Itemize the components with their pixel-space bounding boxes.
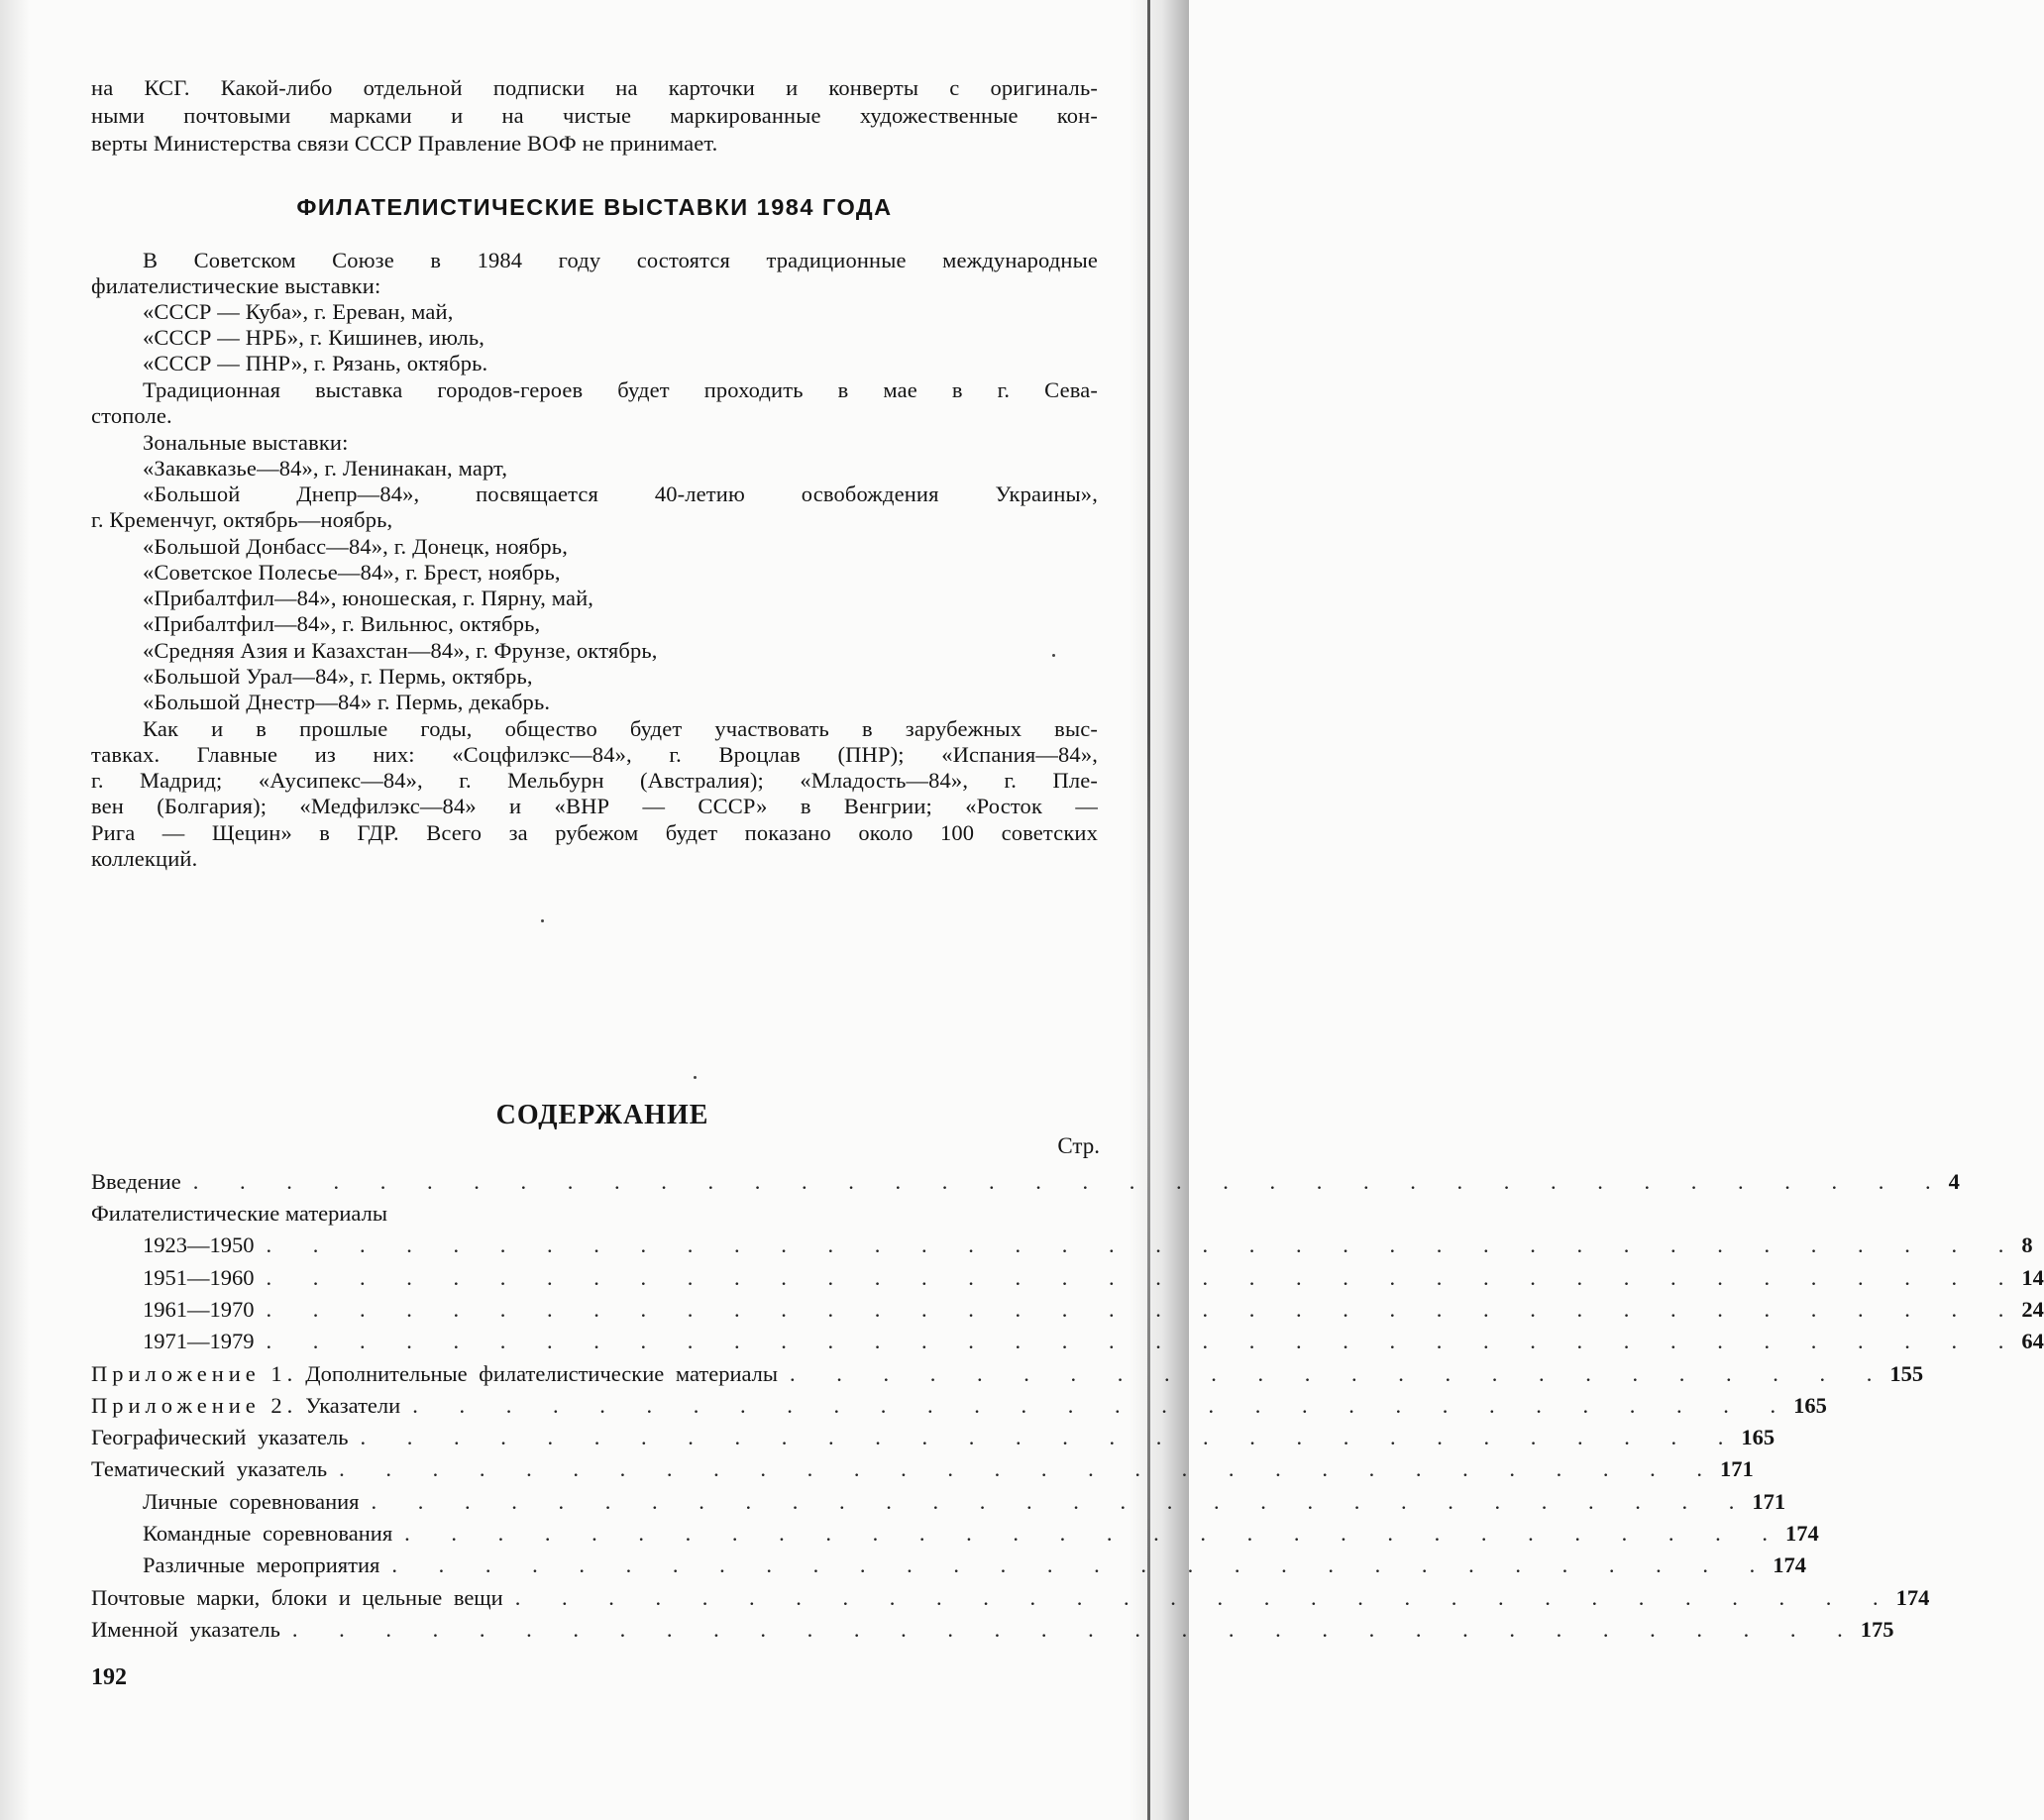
toc-dot-leader: . . . . . . . . . . . . . . . . . . . . . . . . . . . . . . . . . . xyxy=(280,1617,1861,1643)
zonal-exhibition-item: «Большой Днепр—84», посвящается 40-летию освобождения Украины», xyxy=(91,482,1098,507)
toc-dot-leader: . . . . . . . . . . . . . . . . . . . . . . . . . . . . . . xyxy=(400,1393,1793,1419)
scan-speck xyxy=(1052,654,1055,657)
toc-entry-label: Именной указатель xyxy=(91,1617,280,1643)
toc-dot-leader: . . . . . . . . . . . . . . . . . . . . . . . . . . . . . . . . . . . . . . xyxy=(255,1232,2022,1258)
toc-dot-leader: . . . . . . . . . . . . . . . . . . . . . . . . . . . . . . xyxy=(360,1489,1753,1515)
page-number: 192 xyxy=(91,1664,127,1691)
toc-entry-label: Введение xyxy=(91,1169,181,1195)
toc-entry xyxy=(143,1489,1102,1519)
toc-dot-leader: . . . . . . . . . . . . . . . . . . . . . . . . . . . . . . xyxy=(392,1521,1785,1547)
toc-entry-page: 174 xyxy=(1773,1552,1806,1578)
toc-entry-label: Указатели xyxy=(297,1393,400,1419)
toc-entry xyxy=(91,1456,1102,1486)
toc-entry-page: 4 xyxy=(1949,1169,1960,1195)
paragraph-1-line-1: В Советском Союзе в 1984 году состоятся традиционные международные xyxy=(91,248,1098,273)
zonal-title: Зональные выставки: xyxy=(143,430,1098,456)
toc-entry-label: Дополнительные филателистические материалы xyxy=(297,1361,778,1387)
toc-dot-leader: . . . . . . . . . . . . . . . . . . . . . . . . . . . . . . . . . . . . . . xyxy=(181,1169,1949,1195)
toc-entry xyxy=(91,1393,1102,1423)
toc-entry-label: Командные соревнования xyxy=(143,1521,392,1547)
paragraph-3-line-2: тавках. Главные из них: «Соцфилэкс—84», г. Вроцлав (ПНР); «Испания—84», xyxy=(91,742,1098,768)
toc-entry xyxy=(91,1425,1102,1454)
toc-entry-page: 24 xyxy=(2021,1297,2044,1323)
paragraph-3-line-4: вен (Болгария); «Медфилэкс—84» и «ВНР — СССР» в Венгрии; «Росток — xyxy=(91,794,1098,819)
intl-exhibition-item: «СССР — ПНР», г. Рязань, октябрь. xyxy=(143,351,1098,376)
toc-entry-page: 64 xyxy=(2021,1329,2044,1354)
toc-entry-label: 1951—1960 xyxy=(143,1265,255,1291)
toc-entry-page: 14 xyxy=(2021,1265,2044,1291)
paragraph-3-line-5: Рига — Щецин» в ГДР. Всего за рубежом будет показано около 100 советских xyxy=(91,820,1098,846)
toc-entry-page: 174 xyxy=(1896,1585,1930,1611)
toc-entry xyxy=(143,1329,1102,1358)
toc-entry xyxy=(143,1232,1102,1262)
toc-entry xyxy=(143,1521,1102,1551)
intl-exhibition-item: «СССР — Куба», г. Ереван, май, xyxy=(143,299,1098,325)
toc-entry-page: 165 xyxy=(1793,1393,1827,1419)
toc-entry xyxy=(143,1297,1102,1327)
toc-dot-leader: . . . . . . . . . . . . . . . . . . . . . . . . . . . . . . xyxy=(503,1585,1896,1611)
toc-entry-page: 8 xyxy=(2021,1232,2032,1258)
page-edge-line xyxy=(1147,0,1150,1820)
scan-speck xyxy=(694,1076,697,1079)
toc-entry-label: Почтовые марки, блоки и цельные вещи xyxy=(91,1585,503,1611)
toc-entry xyxy=(143,1552,1102,1582)
toc-entry-page: 165 xyxy=(1741,1425,1775,1450)
toc-dot-leader: . . . . . . . . . . . . . . . . . . . . . . . . . . . . . . . . . . . . . . xyxy=(255,1265,2022,1291)
intl-exhibition-item: «СССР — НРБ», г. Кишинев, июль, xyxy=(143,325,1098,351)
zonal-exhibition-item: «Советское Полесье—84», г. Брест, ноябрь, xyxy=(143,560,1098,586)
toc-appendix-label: Приложение 1. xyxy=(91,1361,297,1387)
toc-entry-label: Тематический указатель xyxy=(91,1456,327,1482)
section-heading: ФИЛАТЕЛИСТИЧЕСКИЕ ВЫСТАВКИ 1984 ГОДА xyxy=(91,194,1098,221)
zonal-exhibition-item: «Прибалтфил—84», юношеская, г. Пярну, май, xyxy=(143,586,1098,611)
paragraph-2-line-1: Традиционная выставка городов-героев будет проходить в мае в г. Сева- xyxy=(91,377,1098,403)
toc-entry-label: Личные соревнования xyxy=(143,1489,360,1515)
book-page xyxy=(0,0,1189,1820)
toc-entry-label: Филателистические материалы xyxy=(91,1201,387,1227)
zonal-exhibition-item: «Большой Днестр—84» г. Пермь, декабрь. xyxy=(143,690,1098,715)
toc-entry-label: 1971—1979 xyxy=(143,1329,255,1354)
toc-entry-label: Географический указатель xyxy=(91,1425,349,1450)
toc-dot-leader: . . . . . . . . . . . . . . . . . . . . . . . . xyxy=(778,1361,1889,1387)
paragraph-3-line-3: г. Мадрид; «Аусипекс—84», г. Мельбурн (Австралия); «Младость—84», г. Пле- xyxy=(91,768,1098,794)
toc-entry-page: 171 xyxy=(1720,1456,1754,1482)
toc-entry xyxy=(91,1617,1102,1647)
paragraph-3-line-6: коллекций. xyxy=(91,846,1098,872)
toc-entry-page: 155 xyxy=(1889,1361,1923,1387)
toc-entry xyxy=(91,1585,1102,1615)
toc-entry-page: 171 xyxy=(1752,1489,1785,1515)
toc-entry-label: 1923—1950 xyxy=(143,1232,255,1258)
toc-entry xyxy=(143,1265,1102,1295)
zonal-exhibition-item: «Средняя Азия и Казахстан—84», г. Фрунзе, октябрь, xyxy=(143,638,1098,664)
toc-page-column-header: Стр. xyxy=(1030,1133,1100,1159)
toc-title: СОДЕРЖАНИЕ xyxy=(91,1100,1114,1131)
right-scan-shadow xyxy=(1130,0,1189,1820)
paragraph-2-line-2: стополе. xyxy=(91,403,1098,429)
scan-speck xyxy=(541,919,544,922)
intro-line-2: ными почтовыми марками и на чистые маркированные художественные кон- xyxy=(91,103,1098,129)
toc-dot-leader: . . . . . . . . . . . . . . . . . . . . . . . . . . . . . . . . . . . . . . xyxy=(255,1329,2022,1354)
toc-entry-page: 174 xyxy=(1785,1521,1819,1547)
toc-dot-leader: . . . . . . . . . . . . . . . . . . . . . . . . . . . . . . xyxy=(349,1425,1742,1450)
toc-entry-page: 175 xyxy=(1861,1617,1894,1643)
toc-dot-leader: . . . . . . . . . . . . . . . . . . . . . . . . . . . . . . . . . . . . . . xyxy=(255,1297,2022,1323)
toc-dot-leader: . . . . . . . . . . . . . . . . . . . . . . . . . . . . . . xyxy=(379,1552,1773,1578)
toc-appendix-label: Приложение 2. xyxy=(91,1393,297,1419)
zonal-exhibition-item-cont: г. Кременчуг, октябрь—ноябрь, xyxy=(91,507,1098,533)
toc-entry-label: 1961—1970 xyxy=(143,1297,255,1323)
zonal-exhibition-item: «Большой Урал—84», г. Пермь, октябрь, xyxy=(143,664,1098,690)
intro-line-1: на КСГ. Какой-либо отдельной подписки на карточки и конверты с оригиналь- xyxy=(91,75,1098,101)
toc-entry xyxy=(91,1201,1102,1231)
toc-entry xyxy=(91,1169,1102,1199)
zonal-exhibition-item: «Большой Донбасс—84», г. Донецк, ноябрь, xyxy=(143,534,1098,560)
toc-entry-label: Различные мероприятия xyxy=(143,1552,379,1578)
paragraph-3-line-1: Как и в прошлые годы, общество будет участвовать в зарубежных выс- xyxy=(91,716,1098,742)
intro-line-3: верты Министерства связи СССР Правление ВОФ не принимает. xyxy=(91,131,1098,157)
toc-dot-leader: . . . . . . . . . . . . . . . . . . . . . . . . . . . . . . xyxy=(327,1456,1720,1482)
zonal-exhibition-item: «Прибалтфил—84», г. Вильнюс, октябрь, xyxy=(143,611,1098,637)
toc-entry xyxy=(91,1361,1102,1391)
left-scan-shadow xyxy=(0,0,30,1820)
paragraph-1-line-2: филателистические выставки: xyxy=(91,273,1098,299)
zonal-exhibition-item: «Закавказье—84», г. Ленинакан, март, xyxy=(143,456,1098,482)
